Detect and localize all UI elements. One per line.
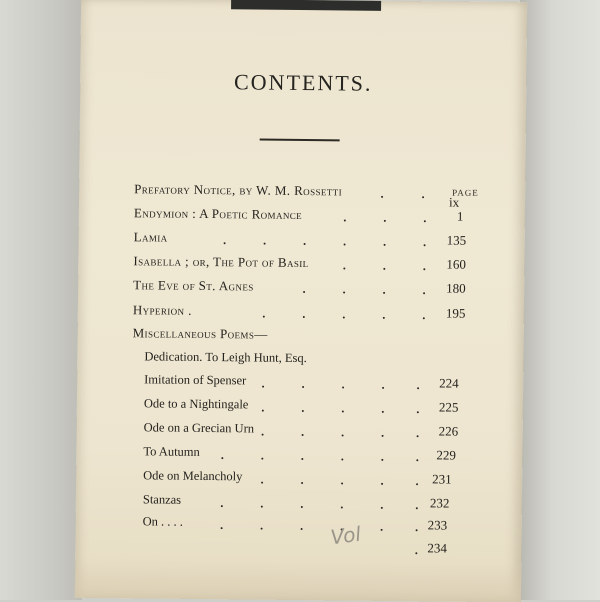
toc-entry-page: 226 [438, 423, 459, 439]
leader-dot [383, 268, 385, 270]
page-bottom-shade [75, 558, 521, 602]
toc-entry-title: To Autumn [143, 444, 200, 459]
leader-dot [221, 457, 223, 459]
leader-dot [263, 316, 265, 318]
toc-entry-page: 225 [438, 399, 459, 415]
toc-entry [79, 205, 525, 230]
leader-dot [343, 316, 345, 318]
leader-dot [417, 387, 419, 389]
toc-entry [77, 372, 523, 397]
toc-entry [78, 277, 524, 302]
toc-entry [78, 302, 524, 327]
toc-entry [78, 253, 524, 278]
page-column-label: PAGE [452, 187, 479, 198]
leader-dot [302, 386, 304, 388]
leader-dot [261, 506, 263, 508]
leader-dot [264, 243, 266, 245]
toc-entry [76, 514, 522, 539]
leader-dot [381, 483, 383, 485]
book-page [75, 0, 527, 602]
toc-entry-title: Lamia [133, 229, 168, 245]
leader-dot [415, 552, 417, 554]
toc-entry-title: Miscellaneous Poems— [132, 325, 268, 342]
leader-dot [302, 434, 304, 436]
toc-entry [79, 181, 525, 210]
toc-entry-title: The Eve of St. Agnes [133, 277, 254, 294]
toc-entry [77, 420, 523, 445]
leader-dot [301, 482, 303, 484]
leader-dot [382, 435, 384, 437]
leader-dot [381, 529, 383, 531]
leader-dot [261, 458, 263, 460]
leader-dot [381, 196, 383, 198]
toc-entry [79, 229, 525, 254]
leader-dot [423, 268, 425, 270]
pencil-mark: Vol [329, 521, 363, 550]
toc-entry-page: 180 [446, 280, 466, 296]
toc-entry-page: 233 [427, 517, 448, 533]
toc-entry [76, 468, 522, 493]
leader-dot [381, 507, 383, 509]
toc-entry-page: 135 [446, 232, 467, 248]
leader-dot [301, 528, 303, 530]
leader-dot [416, 507, 418, 509]
leader-dot [344, 243, 346, 245]
toc-entry-page: 234 [427, 540, 447, 556]
leader-dot [221, 527, 223, 529]
leader-dot [342, 410, 344, 412]
leader-dot [417, 435, 419, 437]
leader-dot [384, 244, 386, 246]
leader-dot [341, 482, 343, 484]
leader-dot [342, 434, 344, 436]
leader-dot [381, 459, 383, 461]
leader-dot [382, 411, 384, 413]
leader-dot [384, 220, 386, 222]
leader-dot [221, 505, 223, 507]
leader-dot [383, 317, 385, 319]
leader-dot [416, 459, 418, 461]
leader-dot [303, 291, 305, 293]
leader-dot [343, 267, 345, 269]
leader-dot [262, 434, 264, 436]
toc-entry-title: Isabella ; or, The Pot of Basil [133, 253, 309, 271]
leader-dot [343, 291, 345, 293]
leader-dot [341, 458, 343, 460]
toc-entry-page: 231 [432, 471, 452, 487]
leader-dot [424, 220, 426, 222]
toc-entry-title: Ode on a Grecian Urn [143, 420, 255, 436]
toc-entry-page: 1 [456, 208, 464, 224]
toc-entry-page: 229 [436, 447, 456, 463]
toc-entry-page: 160 [446, 256, 466, 272]
leader-dot [262, 386, 264, 388]
leader-dot [261, 528, 263, 530]
leader-dot [423, 317, 425, 319]
toc-entry-title: On . . . . [142, 514, 184, 529]
leader-dot [423, 292, 425, 294]
leader-dot [342, 386, 344, 388]
leader-dot [382, 387, 384, 389]
toc-entry [76, 444, 522, 469]
leader-dot [303, 316, 305, 318]
toc-entry-title: Dedication. To Leigh Hunt, Esq. [144, 349, 307, 366]
toc-entry-title: Stanzas [142, 492, 182, 507]
toc-entry-title: Imitation of Spenser [144, 372, 247, 388]
toc-entry-title: Hyperion . [132, 302, 192, 318]
toc-entry-title: Endymion : A Poetic Romance [133, 205, 303, 223]
toc-entry-title: Ode on Melancholy [143, 468, 243, 484]
toc-entry-title: Ode to a Nightingale [143, 396, 249, 412]
title-rule [260, 139, 340, 142]
toc-entry [78, 325, 524, 350]
leader-dot [417, 411, 419, 413]
leader-dot [262, 410, 264, 412]
leader-dot [422, 196, 424, 198]
leader-dot [416, 529, 418, 531]
leader-dot [344, 219, 346, 221]
toc-entry [77, 396, 523, 421]
leader-dot [424, 244, 426, 246]
top-ink-mark [231, 0, 381, 11]
background-left [0, 0, 82, 600]
leader-dot [416, 483, 418, 485]
leader-dot [301, 458, 303, 460]
toc-entry [76, 492, 522, 517]
leader-dot [261, 482, 263, 484]
leader-dot [302, 410, 304, 412]
background-right [520, 0, 600, 600]
toc-entry-page: 195 [445, 305, 466, 321]
leader-dot [383, 292, 385, 294]
leader-dot [301, 506, 303, 508]
toc-entry [77, 349, 523, 374]
leader-dot [224, 242, 226, 244]
page-title: CONTENTS. [233, 69, 373, 96]
toc-entry-page: 232 [429, 495, 450, 511]
toc-entry-page: ix [448, 194, 460, 210]
toc-entry-title: Prefatory Notice, by W. M. Rossetti [134, 181, 343, 199]
leader-dot [304, 243, 306, 245]
leader-dot [341, 506, 343, 508]
toc-entry-page: 224 [439, 375, 459, 391]
